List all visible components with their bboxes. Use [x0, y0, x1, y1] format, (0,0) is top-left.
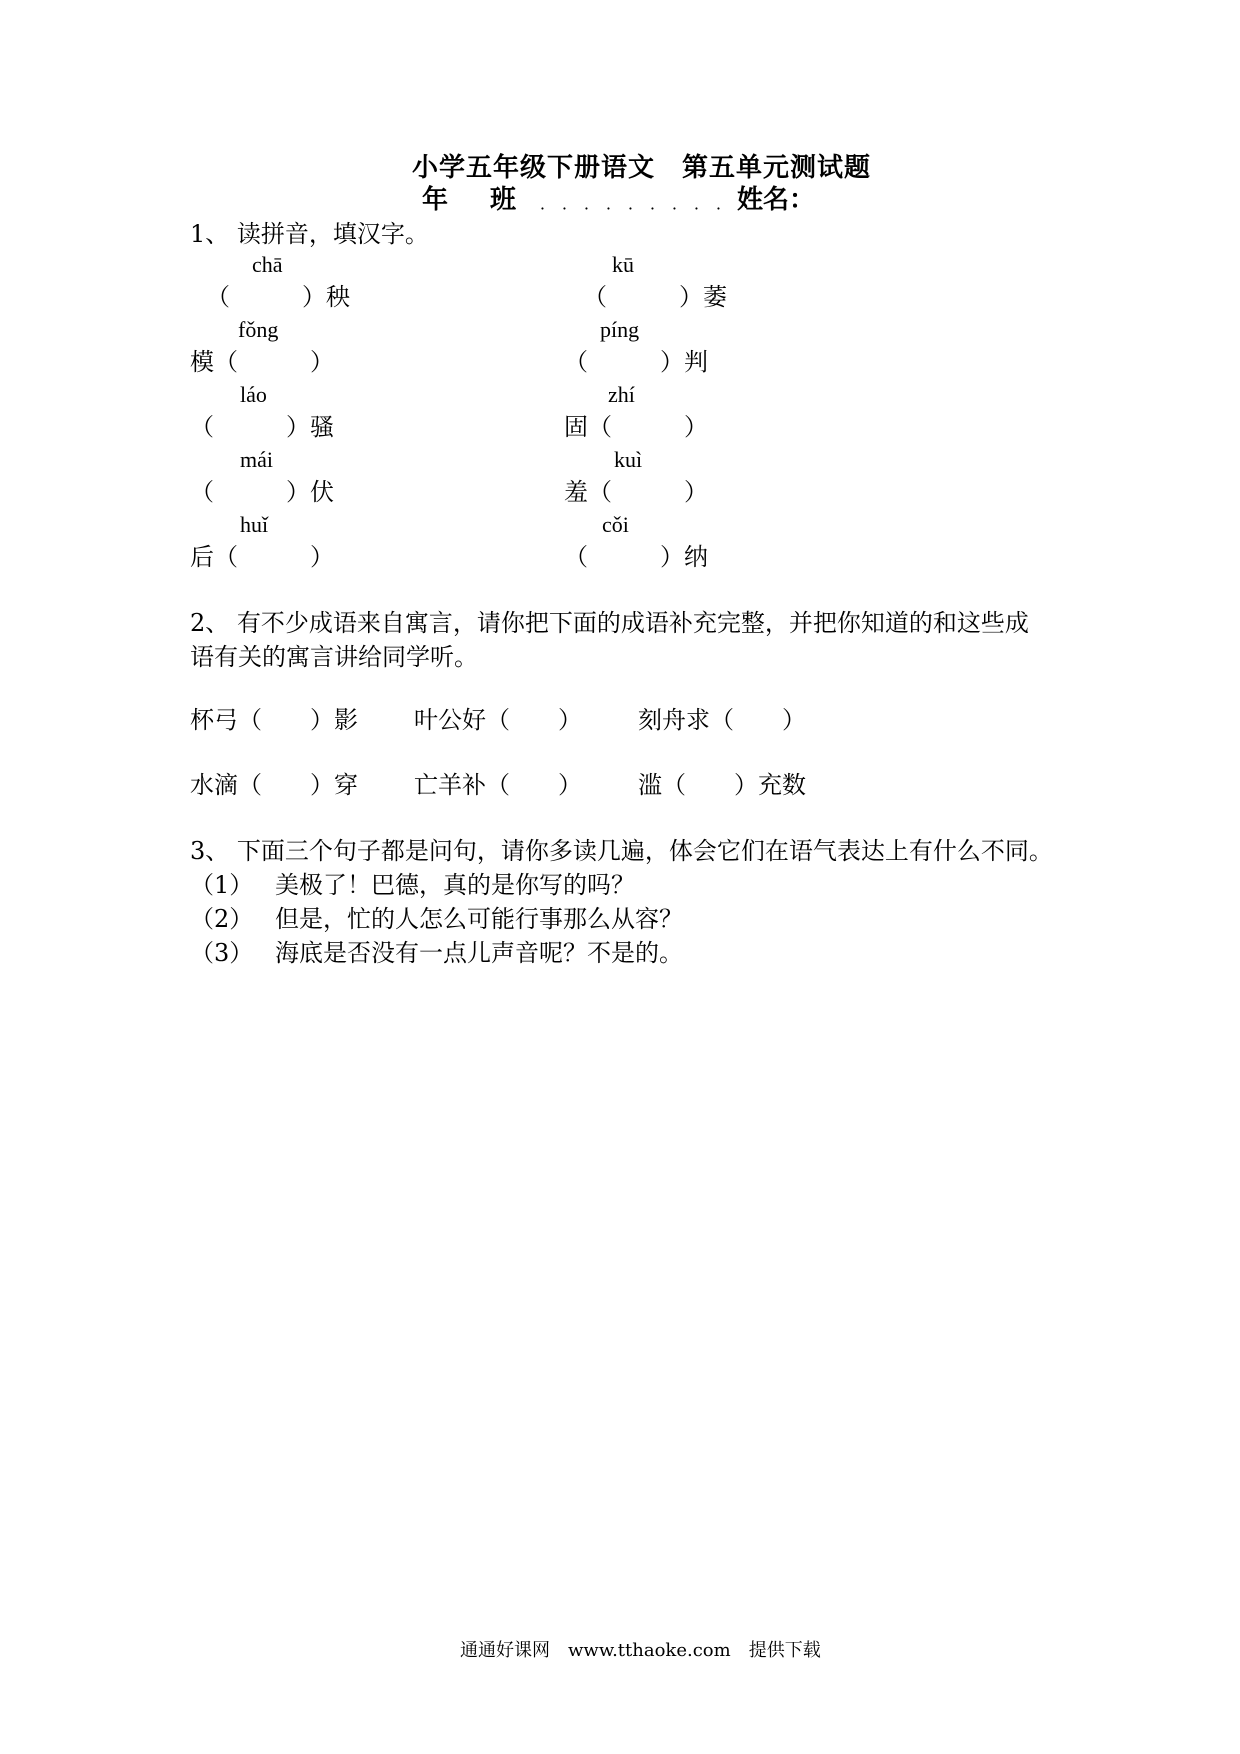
pinyin-ku: kū: [612, 252, 634, 277]
idiom-2: 叶公好（ ）: [414, 706, 582, 734]
page-footer: 通通好课网 www.tthaoke.com 提供下载: [460, 1640, 821, 1661]
q2-prompt-line2: 语有关的寓言讲给同学听。: [190, 643, 478, 671]
blank-cha: （ ）秧: [206, 283, 350, 311]
blank-ku: （ ）萎: [583, 283, 727, 311]
idiom-4: 水滴（ ）穿: [190, 771, 358, 799]
blank-fong: 模（ ）: [190, 348, 334, 376]
pinyin-fong: fǒng: [238, 317, 279, 342]
idiom-5: 亡羊补（ ）: [414, 771, 582, 799]
q3-prompt: 3、 下面三个句子都是问句，请你多读几遍，体会它们在语气表达上有什么不同。: [190, 837, 1053, 865]
pinyin-cha: chā: [252, 252, 283, 277]
blank-mai: （ ）伏: [190, 478, 334, 506]
idiom-1: 杯弓（ ）影: [190, 706, 358, 734]
sentence-3-text: 海底是否没有一点儿声音呢？不是的。: [275, 939, 683, 967]
blank-zhi: 固（ ）: [564, 413, 708, 441]
pinyin-ping: píng: [600, 317, 640, 342]
blank-ping: （ ）判: [564, 348, 708, 376]
blank-cai: （ ）纳: [564, 543, 708, 571]
idiom-3: 刻舟求（ ）: [638, 706, 806, 734]
pinyin-mai: mái: [240, 447, 273, 472]
page-title: 小学五年级下册语文 第五单元测试题: [412, 153, 872, 183]
pinyin-kui: kuì: [614, 447, 643, 472]
idiom-6: 滥（ ）充数: [638, 771, 806, 799]
blank-lao: （ ）骚: [190, 413, 334, 441]
name-label: 姓名：: [737, 185, 816, 215]
sentence-2-number: （2）: [190, 905, 254, 933]
sentence-1-number: （1）: [190, 871, 254, 899]
sentence-2-text: 但是，忙的人怎么可能行事那么从容？: [275, 905, 683, 933]
q2-prompt-line1: 2、 有不少成语来自寓言，请你把下面的成语补充完整，并把你知道的和这些成: [190, 609, 1029, 637]
pinyin-zhi: zhí: [608, 382, 635, 407]
grade-label: 年: [422, 185, 449, 215]
class-label: 班: [490, 185, 517, 215]
fill-dots: ．．．．．．．．．: [540, 194, 747, 213]
sentence-3-number: （3）: [190, 939, 254, 967]
blank-kui: 羞（ ）: [564, 478, 708, 506]
q1-prompt: 1、 读拼音，填汉字。: [190, 220, 429, 248]
pinyin-cai: cǒi: [602, 512, 629, 537]
blank-hui: 后（ ）: [190, 543, 334, 571]
pinyin-hui: huǐ: [240, 512, 269, 537]
pinyin-lao: láo: [240, 382, 267, 407]
sentence-1-text: 美极了！巴德，真的是你写的吗？: [275, 871, 635, 899]
